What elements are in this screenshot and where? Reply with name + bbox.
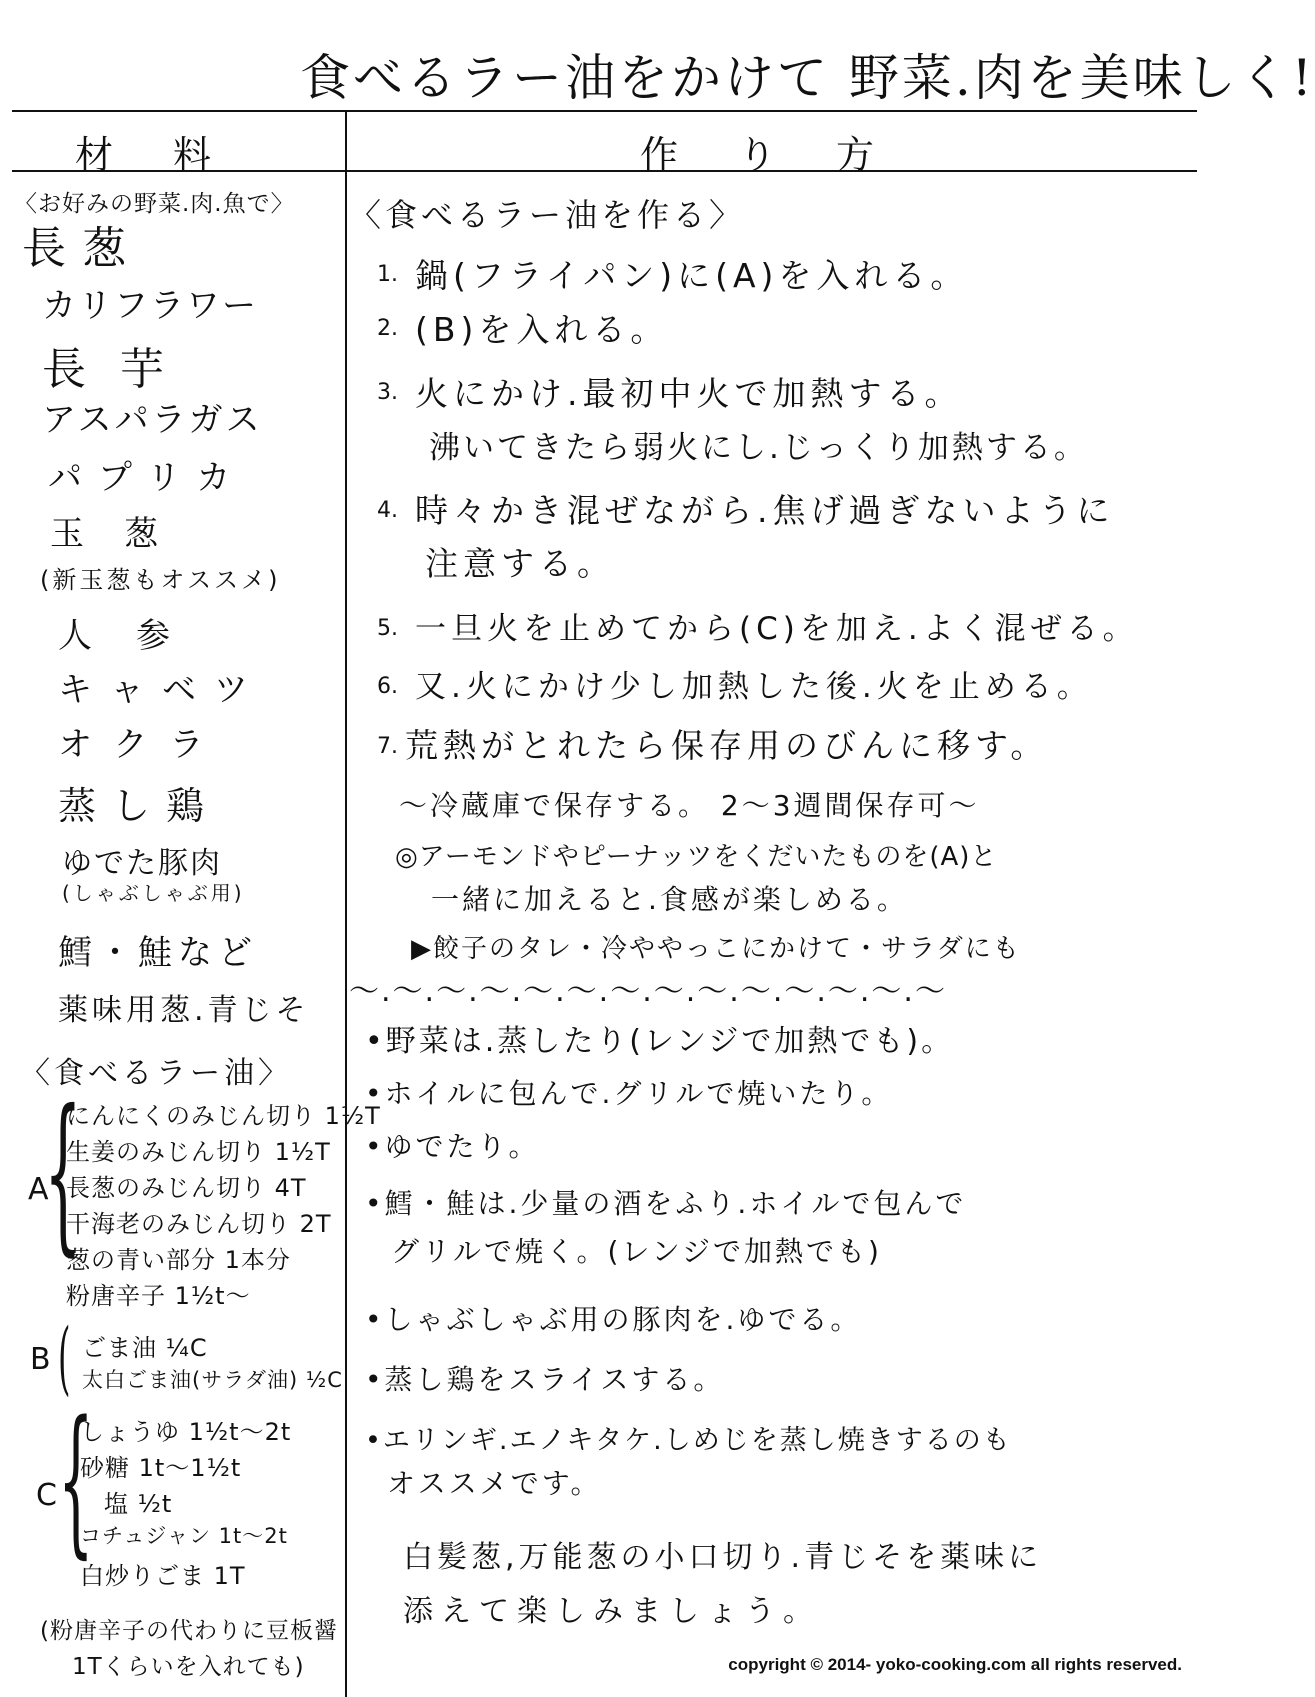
tip-line: 一緒に加えると.食感が楽しめる。 [431,883,908,916]
ingredient-item: 長葱 [22,223,142,274]
step-number: 6. [377,674,398,699]
step-text: 鍋(フライパン)に(A)を入れる。 [415,256,969,295]
ingredients-column [0,0,381,1697]
step-number: 3. [377,380,398,405]
step-text: (B)を入れる。 [415,310,669,349]
group-a-line: 葱の青い部分 1本分 [66,1246,291,1274]
step-text: 注意する。 [425,544,615,583]
step-number: 5. [377,616,398,641]
storage-note: 〜冷蔵庫で保存する。 2〜3週間保存可〜 [399,789,980,822]
method-header: 作り方 [640,133,935,177]
serving-bullet: •ホイルに包んで.グリルで焼いたり。 [365,1077,893,1110]
method-column [347,0,1200,1697]
step-text: 時々かき混ぜながら.焦げ過ぎないように [415,491,1115,530]
group-b-line: 太白ごま油(サラダ油) ½C [82,1368,343,1392]
group-c-line: 砂糖 1t〜1½t [80,1454,242,1482]
tip-line: ◎アーモンドやピーナッツをくだいたものを(A)と [395,842,998,872]
group-a-line: 干海老のみじん切り 2T [66,1210,332,1238]
group-a-line: にんにくのみじん切り 1½T [66,1102,381,1130]
page-title: 食べるラー油をかけて 野菜.肉を美味しく! [300,49,1315,107]
ingredient-item: パプリカ [48,458,247,498]
step-text: 沸いてきたら弱火にし.じっくり加熱する。 [429,430,1088,466]
ingredient-note: (新玉葱もオススメ) [40,566,281,594]
step-number: 4. [377,498,398,523]
group-b-label: B [30,1342,51,1377]
usage-note: ▶餃子のタレ・冷ややっこにかけて・サラダにも [411,934,1021,964]
ingredient-item: オクラ [58,725,226,765]
ingredient-item: 玉葱 [50,514,198,554]
group-a-line: 長葱のみじん切り 4T [66,1174,307,1202]
group-a-line: 生姜のみじん切り 1½T [66,1138,331,1166]
ingredient-item: カリフラワー [42,286,258,326]
closing-line: 添えて楽しみましょう。 [403,1594,821,1629]
group-c-line: 塩 ½t [104,1490,173,1518]
rayu-header: 〈食べるラー油〉 [20,1056,292,1091]
method-header-section: 〈食べるラー油を作る〉 [349,196,746,234]
ingredient-item: 薬味用葱.青じそ [58,993,310,1028]
group-c-line: コチュジャン 1t〜2t [80,1524,288,1548]
serving-bullet: •ゆでたり。 [365,1130,540,1163]
group-c-line: しょうゆ 1½t〜2t [80,1418,292,1446]
serving-bullet: •エリンギ.エノキタケ.しめじを蒸し焼きするのも [365,1425,1012,1456]
group-c-brace: { [58,1386,94,1573]
footnote-line: (粉唐辛子の代わりに豆板醤 [40,1618,338,1644]
ingredient-item: 蒸し鶏 [58,784,221,828]
step-number: 1. [377,262,398,287]
step-number: 2. [377,316,398,341]
ingredient-item: アスパラガス [42,400,263,440]
serving-bullet-cont: オススメです。 [387,1467,602,1500]
closing-line: 白髪葱,万能葱の小口切り.青じそを薬味に [403,1540,1043,1575]
group-c-line: 白炒りごま 1T [80,1562,246,1590]
serving-bullet: •野菜は.蒸したり(レンジで加熱でも)。 [365,1024,955,1059]
step-text: 一旦火を止めてから(C)を加え.よく混ぜる。 [415,611,1139,647]
copyright-notice: copyright © 2014- yoko-cooking.com all rights reserved. [728,1655,1182,1674]
step-text: 又.火にかけ少し加熱した後.火を止める。 [415,669,1093,705]
serving-bullet-cont: グリルで焼く。(レンジで加熱でも) [391,1235,882,1268]
ingredient-item: ゆでた豚肉 [62,846,222,881]
group-a-label: A [28,1172,49,1207]
group-a-line: 粉唐辛子 1½t〜 [66,1282,251,1310]
step-number: 7. [377,734,398,759]
ingredients-intro: 〈お好みの野菜.肉.魚で〉 [14,191,295,217]
ingredients-header: 材料 [75,133,272,177]
ingredient-item: キャベツ [58,670,266,710]
step-text: 火にかけ.最初中火で加熱する。 [415,374,963,413]
serving-bullet: •しゃぶしゃぶ用の豚肉を.ゆでる。 [365,1303,862,1336]
ingredient-note: (しゃぶしゃぶ用) [62,881,245,905]
group-b-line: ごま油 ¼C [82,1334,208,1362]
serving-bullet: •蒸し鶏をスライスする。 [365,1363,725,1396]
serving-bullet: •鱈・鮭は.少量の酒をふり.ホイルで包んで [365,1187,967,1220]
group-a-brace: { [44,1074,82,1272]
footnote-line: 1Tくらいを入れても) [72,1654,305,1680]
wavy-divider: 〜.〜.〜.〜.〜.〜.〜.〜.〜.〜.〜.〜.〜.〜 [349,974,947,1009]
step-text: 荒熱がとれたら保存用のびんに移す。 [405,726,1049,765]
ingredient-item: 人参 [58,616,214,656]
ingredient-item: 長芋 [42,344,198,395]
ingredient-item: 鱈・鮭など [58,933,258,973]
group-b-brace: ( [58,1311,71,1404]
group-c-label: C [36,1478,57,1513]
